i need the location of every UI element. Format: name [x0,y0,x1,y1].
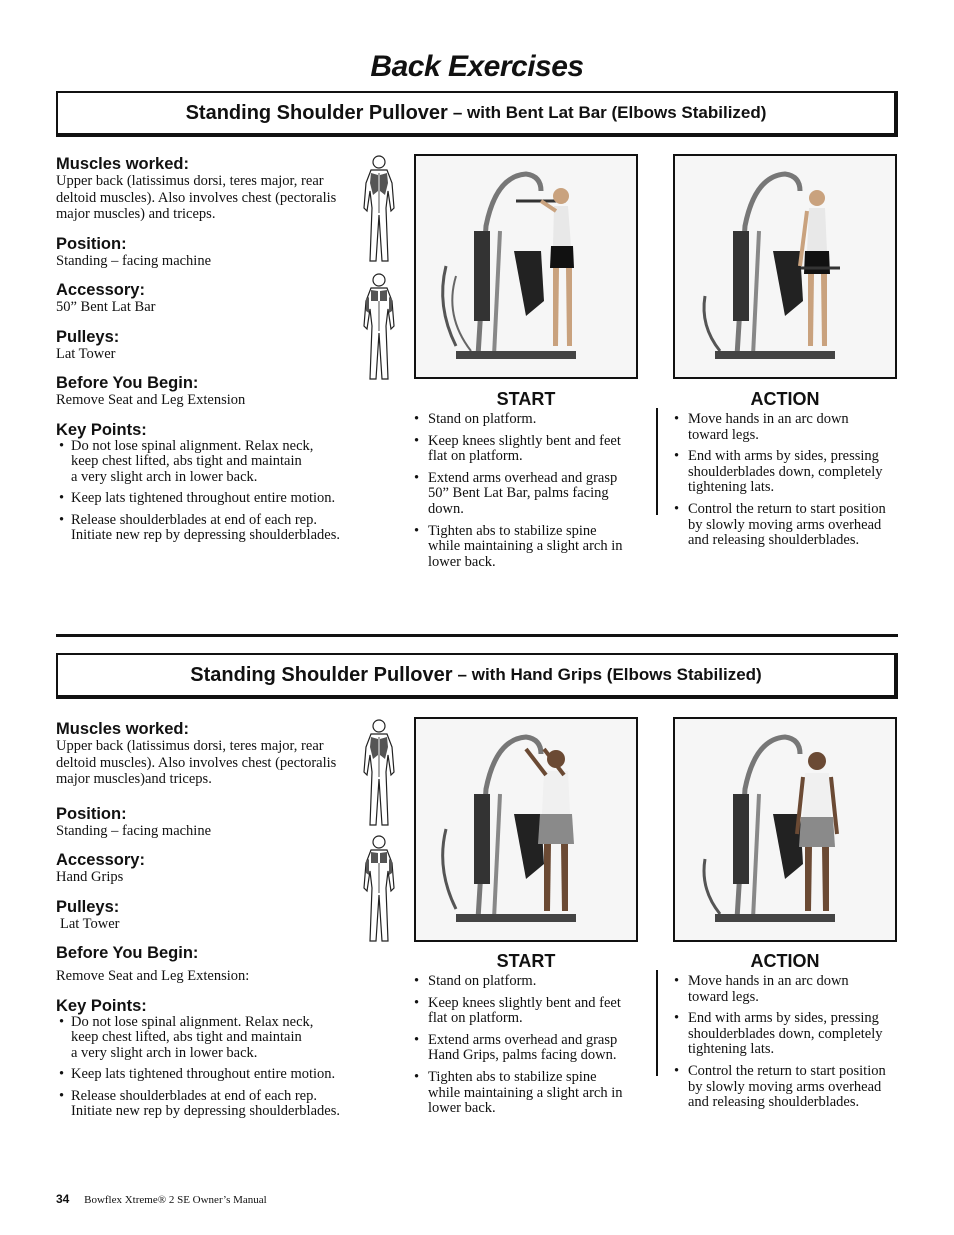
key-point: • Keep lats tightened throughout entire motion. [56,1067,341,1083]
action-step: • Move hands in an arc down toward legs. [673,974,888,1005]
accessory-text: 50” Bent Lat Bar [56,299,156,315]
key-points-heading: Key Points: [56,996,147,1015]
start-heading: START [496,389,556,409]
section-subtitle: – with Bent Lat Bar (Elbows Stabilized) [452,103,767,122]
column-divider [656,408,658,515]
position-text: Standing – facing machine [56,822,212,839]
start-step: • Tighten abs to stabilize spine while maintaining a slight arch in lower back. [413,1070,628,1117]
action-position-photo [673,717,897,942]
start-step: • Tighten abs to stabilize spine while maintaining a slight arch in lower back. [413,524,628,571]
muscle-figure-back-icon [358,153,400,265]
start-step: • Keep knees slightly bent and feet flat on platform. [413,996,628,1027]
pulleys-text: Lat Tower [60,915,120,932]
section-divider [56,634,898,637]
key-points-heading: Key Points: [56,420,147,439]
before-heading: Before You Begin: [56,374,199,392]
before-text: Remove Seat and Leg Extension: [56,968,250,984]
section-title: Standing Shoulder Pullover [185,101,448,124]
muscle-diagram-back [358,153,400,383]
key-point: • Keep lats tightened throughout entire motion. [56,491,341,507]
action-steps-list [673,974,888,1117]
action-step: • End with arms by sides, pressing shoulderblades down, completely tightening lats. [673,449,888,496]
page-footer [56,1192,267,1206]
start-step: • Extend arms overhead and grasp 50” Bent Lat Bar, palms facing down. [413,471,628,518]
accessory-heading: Accessory: [56,281,145,299]
key-point: • Do not lose spinal alignment. Relax neck, keep chest lifted, abs tight and maintain a very slight arch in lower back. [56,1015,341,1062]
key-points-list [56,1015,341,1121]
action-position-photo [673,154,897,379]
position-text: Standing – facing machine [56,252,212,269]
start-position-photo [414,717,638,942]
muscle-figure-back-icon [358,717,400,829]
pulleys-heading: Pulleys: [56,327,120,346]
action-step: • Control the return to start position by slowly moving arms overhead and releasing shoulderblades. [673,1064,888,1111]
muscles-heading: Muscles worked: [56,720,189,738]
before-text: Remove Seat and Leg Extension [56,392,246,408]
page-number: 34 [56,1192,70,1206]
section-banner-hand-grips [56,653,898,699]
muscle-diagram-back [358,717,400,945]
muscles-text: Upper back (latissimus dorsi, teres major, rear deltoid muscles). Also involves chest (pectoralis major muscles)and triceps. [56,738,337,787]
position-heading: Position: [56,804,127,823]
key-point: • Release shoulderblades at end of each rep. Initiate new rep by depressing shoulderblades. [56,1089,341,1120]
muscle-figure-front-icon [358,271,400,383]
section-title: Standing Shoulder Pullover [190,663,453,686]
start-steps-list [413,974,628,1123]
action-step: • End with arms by sides, pressing shoulderblades down, completely tightening lats. [673,1011,888,1058]
exercise-details [56,720,341,1126]
pulleys-heading: Pulleys: [56,897,120,916]
start-steps-list [413,412,628,576]
position-heading: Position: [56,234,127,253]
before-heading: Before You Begin: [56,944,199,962]
muscles-text: Upper back (latissimus dorsi, teres major, rear deltoid muscles). Also involves chest (pectoralis major muscles) and triceps. [56,173,337,222]
section-subtitle: – with Hand Grips (Elbows Stabilized) [457,665,762,684]
key-points-list [56,439,341,545]
muscle-figure-front-icon [358,833,400,945]
key-point: • Release shoulderblades at end of each rep. Initiate new rep by depressing shoulderblades. [56,513,341,544]
action-step: • Move hands in an arc down toward legs. [673,412,888,443]
accessory-heading: Accessory: [56,851,145,869]
accessory-text: Hand Grips [56,869,124,885]
start-step: • Stand on platform. [413,974,628,990]
start-step: • Extend arms overhead and grasp Hand Grips, palms facing down. [413,1033,628,1064]
action-steps-list [673,412,888,555]
manual-title: Bowflex Xtreme® 2 SE Owner’s Manual [84,1194,267,1206]
start-step: • Keep knees slightly bent and feet flat on platform. [413,434,628,465]
action-step: • Control the return to start position by slowly moving arms overhead and releasing shoulderblades. [673,502,888,549]
exercise-details [56,155,341,550]
action-heading: ACTION [750,389,820,409]
start-step: • Stand on platform. [413,412,628,428]
start-position-photo [414,154,638,379]
section-banner-bent-lat-bar [56,91,898,137]
action-heading: ACTION [750,951,820,971]
pulleys-text: Lat Tower [56,345,116,362]
key-point: • Do not lose spinal alignment. Relax neck, keep chest lifted, abs tight and maintain a very slight arch in lower back. [56,439,341,486]
muscles-heading: Muscles worked: [56,155,189,173]
column-divider [656,970,658,1076]
page-title: Back Exercises [370,50,584,83]
start-heading: START [496,951,556,971]
